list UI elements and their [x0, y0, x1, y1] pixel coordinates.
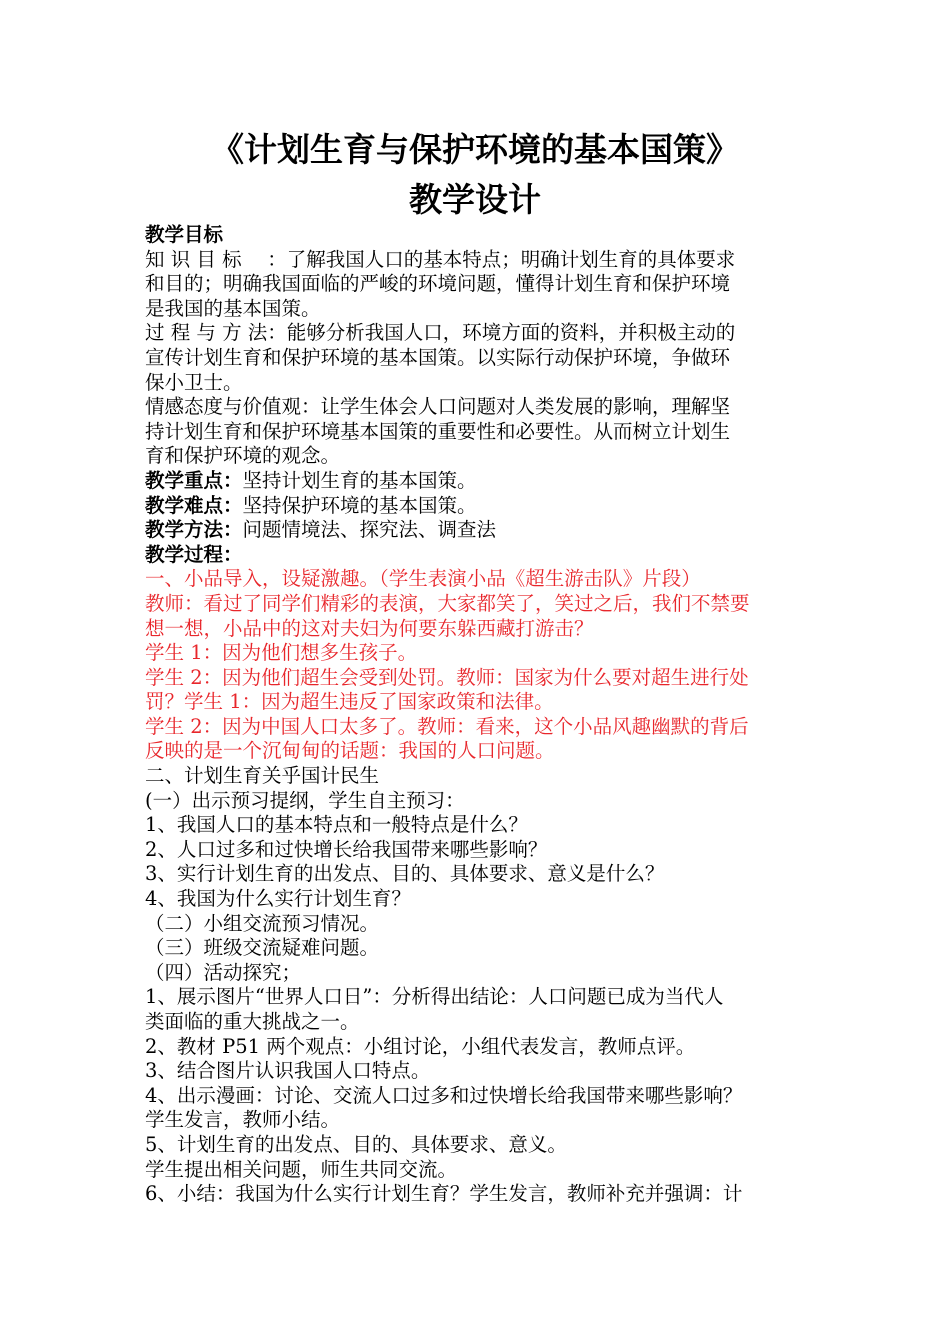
section-heading: 教学过程：	[145, 542, 243, 566]
highlighted-text-line: 教师：看过了同学们精彩的表演，大家都笑了，笑过之后，我们不禁要	[145, 591, 750, 615]
line-text: 坚持保护环境的基本国策。	[242, 493, 477, 517]
text-line: 6、小结：我国为什么实行计划生育？学生发言，教师补充并强调：计	[145, 1182, 743, 1206]
text-line: 情感态度与价值观：让学生体会人口问题对人类发展的影响，理解坚	[145, 395, 731, 419]
labeled-line	[145, 518, 810, 543]
text-line: （二）小组交流预习情况。	[145, 911, 380, 935]
text-line: 知 识 目 标 ：了解我国人口的基本特点；明确计划生育的具体要求	[145, 247, 736, 271]
text-line: 3、实行计划生育的出发点、目的、具体要求、意义是什么？	[145, 862, 665, 886]
highlighted-text-line: 学生 2：因为中国人口太多了。教师：看来，这个小品风趣幽默的背后	[145, 714, 749, 738]
text-line: 2、人口过多和过快增长给我国带来哪些影响？	[145, 837, 548, 861]
text-line: （四）活动探究；	[145, 960, 302, 984]
line-label: 教学重点：	[145, 468, 243, 492]
text-line: 是我国的基本国策。	[145, 296, 321, 320]
text-line: 4、出示漫画：讨论、交流人口过多和过快增长给我国带来哪些影响？	[145, 1083, 743, 1107]
text-line: 4、我国为什么实行计划生育？	[145, 887, 411, 911]
text-line: 保小卫士。	[145, 370, 243, 394]
document-body	[145, 223, 810, 1207]
section-heading: 教学目标	[145, 223, 224, 246]
text-line: 2、教材 P51 两个观点：小组讨论，小组代表发言，教师点评。	[145, 1034, 696, 1058]
highlighted-text-line: 罚？学生 1：因为超生违反了国家政策和法律。	[145, 690, 554, 714]
line-text: 问题情境法、探究法、调查法	[242, 518, 497, 542]
highlighted-text-line: 学生 2：因为他们超生会受到处罚。教师：国家为什么要对超生进行处	[145, 665, 749, 689]
text-line: 5、计划生育的出发点、目的、具体要求、意义。	[145, 1132, 567, 1156]
text-line: 类面临的重大挑战之一。	[145, 1010, 360, 1033]
labeled-line	[145, 494, 810, 519]
text-line: 学生提出相关问题，师生共同交流。	[145, 1157, 458, 1181]
text-line: （三）班级交流疑难问题。	[145, 936, 380, 960]
text-line: 1、展示图片“世界人口日”：分析得出结论：人口问题已成为当代人	[145, 985, 724, 1009]
highlighted-text-line: 想一想，小品中的这对夫妇为何要东躲西藏打游击？	[145, 616, 594, 640]
text-line: 学生发言，教师小结。	[145, 1108, 341, 1132]
text-line: 持计划生育和保护环境基本国策的重要性和必要性。从而树立计划生	[145, 419, 731, 443]
document-title: 《计划生育与保护环境的基本国策》	[211, 130, 739, 169]
line-label: 教学方法：	[145, 518, 243, 542]
highlighted-text-line: 一、小品导入，设疑激趣。（学生表演小品《超生游击队》片段）	[145, 567, 701, 591]
line-label: 教学难点：	[145, 493, 243, 517]
text-line: 二、计划生育关乎国计民生	[145, 764, 380, 788]
highlighted-text-line: 反映的是一个沉甸甸的话题：我国的人口问题。	[145, 739, 555, 763]
line-text: 坚持计划生育的基本国策。	[242, 468, 477, 492]
text-line: 宣传计划生育和保护环境的基本国策。以实际行动保护环境，争做环	[145, 345, 731, 369]
text-line: 1、我国人口的基本特点和一般特点是什么？	[145, 813, 528, 837]
text-line: 3、结合图片认识我国人口特点。	[145, 1059, 431, 1083]
highlighted-text-line: 学生 1：因为他们想多生孩子。	[145, 641, 418, 665]
text-line: 过 程 与 方 法：能够分析我国人口，环境方面的资料，并积极主动的	[145, 321, 736, 345]
text-line: (一）出示预习提纲，学生自主预习：	[145, 788, 465, 812]
text-line: 和目的；明确我国面临的严峻的环境问题，懂得计划生育和保护环境	[145, 272, 731, 296]
document-subtitle: 教学设计	[409, 180, 541, 219]
text-line: 育和保护环境的观念。	[145, 444, 341, 468]
labeled-line	[145, 469, 810, 494]
